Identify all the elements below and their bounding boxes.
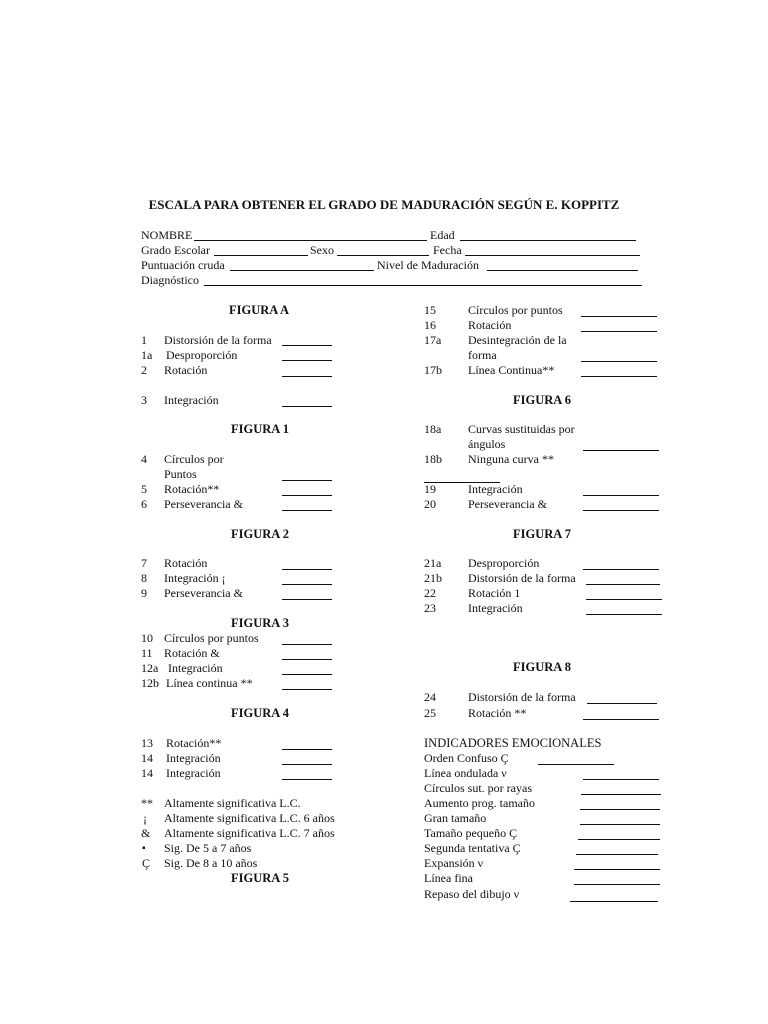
score-blank[interactable] (282, 584, 332, 585)
item-label: Integración (468, 601, 523, 615)
score-blank[interactable] (581, 794, 661, 795)
emotional-indicator: Aumento prog. tamaño (424, 796, 535, 810)
score-blank[interactable] (282, 360, 332, 361)
item-label: Línea continua ** (166, 676, 253, 690)
score-blank[interactable] (583, 495, 659, 496)
diagnostico-field[interactable] (204, 285, 642, 286)
item-label: Desproporción (166, 348, 238, 362)
diagnostico-label: Diagnóstico (141, 273, 199, 287)
item-number: 21b (424, 571, 442, 585)
item-number: 10 (141, 631, 153, 645)
score-blank[interactable] (574, 884, 660, 885)
emotional-indicator: Tamaño pequeño Ç (424, 826, 518, 840)
figura-8-heading: FIGURA 8 (513, 660, 571, 674)
fecha-field[interactable] (465, 255, 640, 256)
item-number: 1a (141, 348, 153, 362)
legend-text: Sig. De 5 a 7 años (164, 841, 252, 855)
item-label: Rotación (468, 318, 512, 332)
score-blank[interactable] (581, 316, 657, 317)
score-blank[interactable] (538, 764, 614, 765)
item-number: 12a (141, 661, 159, 675)
item-number: 13 (141, 736, 153, 750)
score-blank[interactable] (586, 599, 662, 600)
score-blank[interactable] (583, 510, 659, 511)
item-number: 6 (141, 497, 147, 511)
puntuacion-field[interactable] (230, 270, 374, 271)
item-label: Integración (168, 661, 223, 675)
legend-text: Altamente significativa L.C. 6 años (164, 811, 335, 825)
edad-label: Edad (430, 228, 455, 242)
sexo-field[interactable] (337, 255, 429, 256)
figura-3-heading: FIGURA 3 (231, 616, 289, 630)
item-label: Distorsión de la forma (468, 690, 576, 704)
score-blank[interactable] (580, 824, 660, 825)
score-blank[interactable] (581, 376, 657, 377)
item-number: 8 (141, 571, 147, 585)
item-number: 14 (141, 766, 153, 780)
item-label: Curvas sustituidas por (468, 422, 575, 436)
item-number: 11 (141, 646, 153, 660)
item-number: 7 (141, 556, 147, 570)
figura-a-heading: FIGURA A (229, 303, 290, 317)
legend-text: Sig. De 8 a 10 años (164, 856, 258, 870)
item-number: 12b (141, 676, 159, 690)
score-blank[interactable] (586, 584, 660, 585)
emotional-indicator: Expansión ν (424, 856, 484, 870)
edad-field[interactable] (460, 240, 636, 241)
item-number: 17a (424, 333, 442, 347)
sexo-label: Sexo (310, 243, 334, 257)
item-number: 18b (424, 452, 442, 466)
emotional-indicator: Segunda tentativa Ç (424, 841, 521, 855)
item-label: Distorsión de la forma (164, 333, 272, 347)
score-blank[interactable] (587, 703, 657, 704)
item-label: Integración (468, 482, 523, 496)
item-label: Rotación (164, 363, 208, 377)
score-blank[interactable] (282, 495, 332, 496)
score-blank[interactable] (574, 869, 660, 870)
item-number: 19 (424, 482, 436, 496)
item-number: 23 (424, 601, 436, 615)
item-label: Perseverancia & (164, 497, 243, 511)
figura-2-heading: FIGURA 2 (231, 527, 289, 541)
item-label: Rotación (164, 556, 208, 570)
score-blank[interactable] (570, 901, 658, 902)
grado-label: Grado Escolar (141, 243, 210, 257)
score-blank[interactable] (282, 376, 332, 377)
legend-symbol: & (141, 826, 151, 840)
item-label: Integración ¡ (164, 571, 226, 585)
fecha-label: Fecha (433, 243, 462, 257)
nombre-field[interactable] (194, 240, 427, 241)
score-blank[interactable] (282, 569, 332, 570)
item-label: Línea Continua** (468, 363, 555, 377)
grado-field[interactable] (214, 255, 308, 256)
item-label: Círculos por (164, 452, 224, 466)
score-blank[interactable] (282, 510, 332, 511)
item-label: Distorsión de la forma (468, 571, 576, 585)
legend-symbol: ** (141, 796, 153, 810)
item-label: Círculos por puntos (468, 303, 563, 317)
emotional-indicator: Línea fina (424, 871, 473, 885)
figura-1-heading: FIGURA 1 (231, 422, 289, 436)
item-number: 24 (424, 690, 436, 704)
emotional-indicator: Línea ondulada ν (424, 766, 507, 780)
item-label: Perseverancia & (164, 586, 243, 600)
item-label: Rotación** (166, 736, 222, 750)
item-label-cont: forma (468, 348, 497, 362)
item-number: 1 (141, 333, 147, 347)
item-label: Rotación 1 (468, 586, 521, 600)
emotional-indicators-heading: INDICADORES EMOCIONALES (424, 736, 602, 750)
score-blank[interactable] (583, 779, 659, 780)
item-label: Rotación & (164, 646, 220, 660)
item-number: 18a (424, 422, 442, 436)
figura-7-heading: FIGURA 7 (513, 527, 571, 541)
figura-5-heading: FIGURA 5 (231, 871, 289, 885)
score-blank[interactable] (282, 674, 332, 675)
score-blank[interactable] (586, 614, 662, 615)
puntuacion-label: Puntuación cruda (141, 258, 225, 272)
nivel-label: Nivel de Maduración (377, 258, 479, 272)
score-blank[interactable] (583, 450, 659, 451)
item-label-cont: ángulos (468, 437, 506, 451)
item-number: 22 (424, 586, 436, 600)
item-number: 4 (141, 452, 147, 466)
item-label: Rotación** (164, 482, 220, 496)
legend-symbol: ¡ (143, 811, 147, 825)
score-blank[interactable] (578, 839, 660, 840)
page-title: ESCALA PARA OBTENER EL GRADO DE MADURACIÓN SEGÚN E. KOPPITZ (148, 197, 620, 212)
score-blank[interactable] (583, 719, 659, 720)
item-number: 16 (424, 318, 436, 332)
score-blank[interactable] (581, 361, 657, 362)
score-blank[interactable] (282, 689, 332, 690)
item-label: Círculos por puntos (164, 631, 259, 645)
item-number: 9 (141, 586, 147, 600)
item-number: 21a (424, 556, 442, 570)
item-label: Desproporción (468, 556, 540, 570)
score-blank[interactable] (282, 644, 332, 645)
legend-symbol: ▪ (142, 843, 146, 854)
legend-text: Altamente significativa L.C. (164, 796, 301, 810)
item-label: Integración (164, 393, 219, 407)
score-blank[interactable] (282, 779, 332, 780)
item-number: 14 (141, 751, 153, 765)
score-blank[interactable] (581, 331, 657, 332)
emotional-indicator: Gran tamaño (424, 811, 487, 825)
item-label: Rotación ** (468, 706, 527, 720)
score-blank[interactable] (282, 749, 332, 750)
item-number: 3 (141, 393, 147, 407)
item-number: 5 (141, 482, 147, 496)
score-blank[interactable] (583, 569, 659, 570)
item-label: Perseverancia & (468, 497, 547, 511)
item-number: 15 (424, 303, 436, 317)
score-blank[interactable] (282, 599, 332, 600)
score-blank[interactable] (282, 406, 332, 407)
item-label: Desintegración de la (468, 333, 567, 347)
score-blank[interactable] (282, 764, 332, 765)
item-number: 2 (141, 363, 147, 377)
item-number: 25 (424, 706, 436, 720)
figura-6-heading: FIGURA 6 (513, 393, 571, 407)
score-blank[interactable] (282, 345, 332, 346)
legend-symbol: Ç (142, 856, 151, 870)
emotional-indicator: Repaso del dibujo ν (424, 887, 520, 901)
item-label: Integración (166, 751, 221, 765)
nombre-label: NOMBRE (141, 228, 193, 242)
emotional-indicator: Círculos sut. por rayas (424, 781, 532, 795)
item-number: 17b (424, 363, 442, 377)
item-label: Ninguna curva ** (468, 452, 554, 466)
figura-4-heading: FIGURA 4 (231, 706, 289, 720)
score-blank[interactable] (576, 854, 658, 855)
item-label-cont: Puntos (164, 467, 197, 481)
score-blank[interactable] (282, 480, 332, 481)
emotional-indicator: Orden Confuso Ç (424, 751, 509, 765)
nivel-field[interactable] (487, 270, 638, 271)
score-blank[interactable] (580, 809, 660, 810)
item-label: Integración (166, 766, 221, 780)
item-number: 20 (424, 497, 436, 511)
score-blank[interactable] (282, 659, 332, 660)
legend-text: Altamente significativa L.C. 7 años (164, 826, 335, 840)
